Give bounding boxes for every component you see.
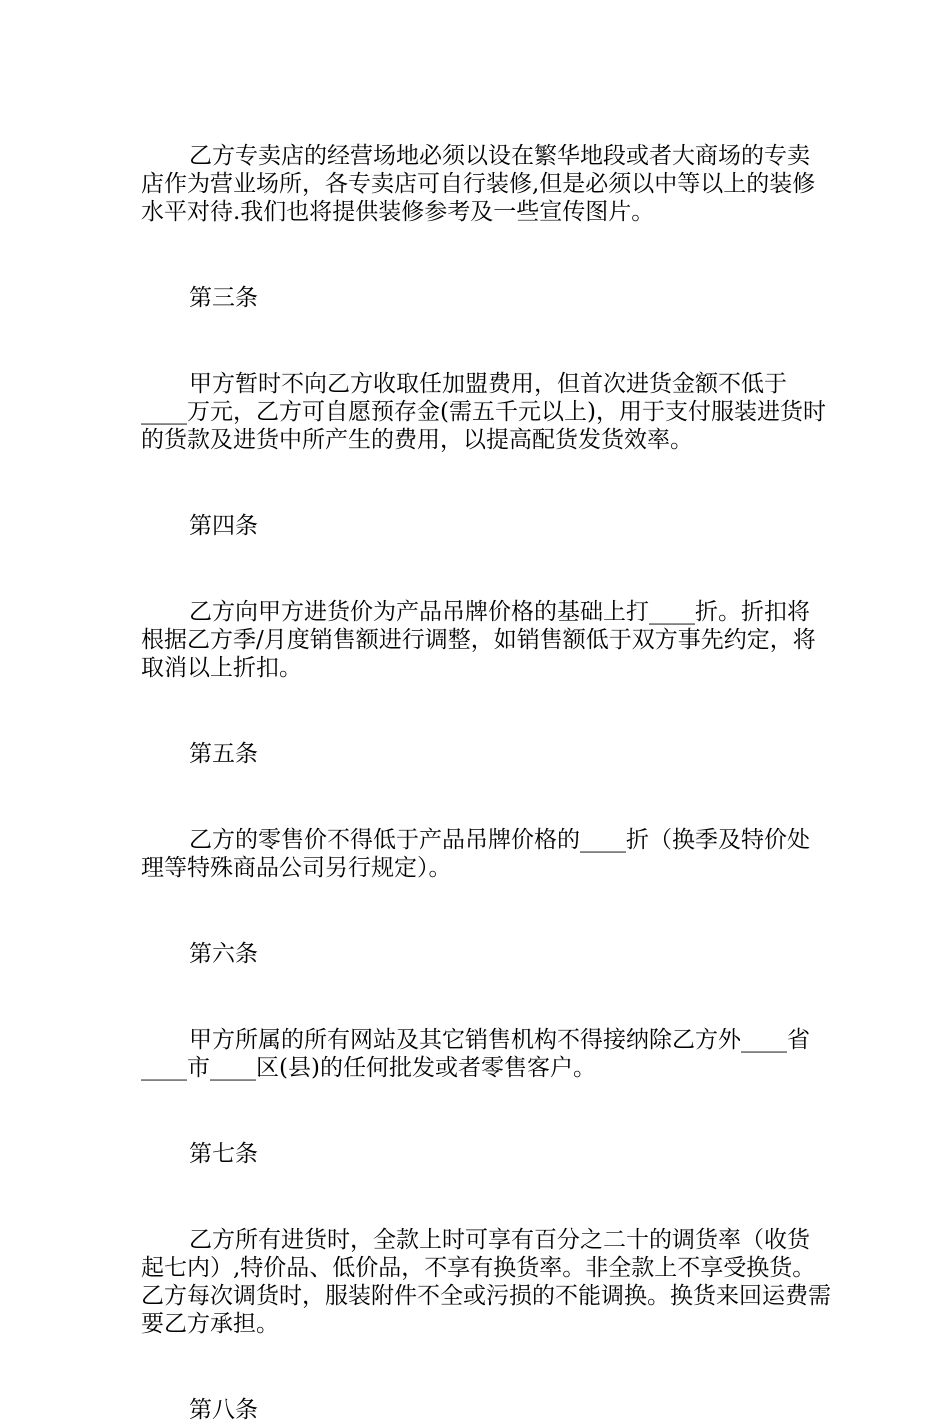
paragraph-article-7: 乙方所有进货时，全款上时可享有百分之二十的调货率（收货起七内）,特价品、低价品，不享有换货率。非全款上不享受换货。乙方每次调货时，服装附件不全或污损的不能调换。换货来回运费需要乙方承担。 — [141, 1227, 831, 1337]
article-heading-8: 第八条 — [189, 1397, 258, 1423]
document-body — [141, 142, 831, 1424]
paragraph-article-5: 乙方的零售价不得低于产品吊牌价格的____折（换季及特价处理等特殊商品公司另行规定）。 — [141, 827, 810, 881]
paragraph-article-6: 甲方所属的所有网站及其它销售机构不得接纳除乙方外____省____市____区(县)的任何批发或者零售客户。 — [141, 1027, 810, 1081]
article-heading-4: 第四条 — [189, 513, 258, 539]
paragraph-article-4: 乙方向甲方进货价为产品吊牌价格的基础上打____折。折扣将根据乙方季/月度销售额进行调整，如销售额低于双方事先约定，将取消以上折扣。 — [141, 599, 816, 681]
article-heading-3: 第三条 — [189, 285, 258, 311]
article-heading-7: 第七条 — [189, 1141, 258, 1167]
article-heading-5: 第五条 — [189, 741, 258, 767]
paragraph-store-premises: 乙方专卖店的经营场地必须以设在繁华地段或者大商场的专卖店作为营业场所，各专卖店可自行装修,但是必须以中等以上的装修水平对待.我们也将提供装修参考及一些宣传图片。 — [141, 143, 816, 225]
article-heading-6: 第六条 — [189, 941, 258, 967]
paragraph-article-3: 甲方暂时不向乙方收取任加盟费用，但首次进货金额不低于____万元，乙方可自愿预存金(需五千元以上)，用于支付服装进货时的货款及进货中所产生的费用，以提高配货发货效率。 — [141, 371, 826, 453]
